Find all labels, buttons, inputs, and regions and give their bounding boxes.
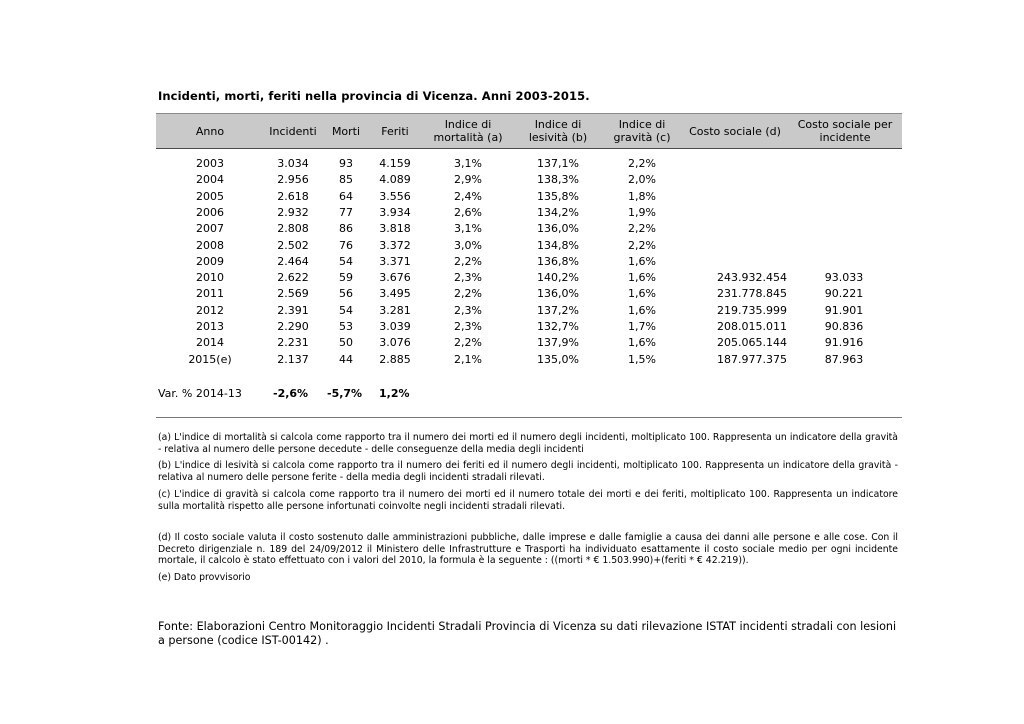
cell-incidenti: 2.622: [277, 271, 309, 285]
cell-gravita: 1,6%: [628, 287, 656, 301]
cell-lesivita: 135,8%: [537, 189, 579, 203]
cell-anno: 2005: [196, 189, 224, 203]
header-mortalita: Indice di mortalità (a): [433, 118, 503, 144]
cell-costo-sociale: 231.778.845: [717, 287, 787, 301]
cell-lesivita: 136,0%: [537, 222, 579, 236]
cell-gravita: 1,9%: [628, 205, 656, 219]
cell-mortalita: 3,1%: [454, 222, 482, 236]
cell-costo-per-incidente: [810, 172, 878, 188]
note-a: (a) L'indice di mortalità si calcola come rapporto tra il numero dei morti ed il numero degli incidenti, moltiplicato 100. Rappresenta un indicatore della gravità - relativa al numero delle persone decedute - delle conseguenze della media degli incidenti: [158, 432, 898, 455]
cell-anno: 2008: [196, 238, 224, 252]
header-incidenti: Incidenti: [269, 124, 317, 138]
cell-lesivita: 132,7%: [537, 320, 579, 333]
cell-morti: 54: [339, 303, 353, 317]
cell-morti: 56: [339, 287, 353, 301]
cell-mortalita: 2,2%: [454, 287, 482, 301]
note-d: (d) Il costo sociale valuta il costo sostenuto dalle amministrazioni pubbliche, dalle imprese e dalle famiglie a causa dei danni alle persone e alle cose. Con il Decreto dirigenziale n. 189 del 24/09/2012 il Ministero delle Infrastrutture e Trasporti ha individuato esattamente il costo sociale medio per ogni incidente mortale, il calcolo è stato effettuato con i valori del 2010, la formula è la seguente : ((morti * € 1.503.990)+(feriti * € 42.219)).: [158, 532, 898, 566]
cell-mortalita: 2,2%: [454, 336, 482, 350]
cell-incidenti: 2.231: [277, 336, 309, 350]
cell-feriti: 4.159: [379, 157, 411, 170]
source-text: Fonte: Elaborazioni Centro Monitoraggio Incidenti Stradali Provincia di Vicenza su dati rilevazione ISTAT incidenti stradali con lesioni a persone (codice IST-00142) .: [158, 620, 897, 647]
cell-anno: 2009: [196, 254, 224, 268]
cell-incidenti: 2.464: [277, 254, 309, 268]
cell-feriti: 3.371: [379, 254, 411, 268]
cell-mortalita: 2,3%: [454, 320, 482, 333]
cell-lesivita: 135,0%: [537, 352, 579, 366]
variation-feriti: 1,2%: [379, 387, 410, 400]
cell-incidenti: 2.502: [277, 238, 309, 252]
header-costo-per-incidente: Costo sociale per incidente: [797, 118, 893, 144]
cell-gravita: 2,2%: [628, 238, 656, 252]
cell-gravita: 2,2%: [628, 157, 656, 170]
cell-lesivita: 137,2%: [537, 303, 579, 317]
cell-mortalita: 3,1%: [454, 157, 482, 170]
cell-feriti: 3.372: [379, 238, 411, 252]
cell-mortalita: 2,9%: [454, 173, 482, 187]
cell-anno: 2010: [196, 271, 224, 285]
cell-lesivita: 137,1%: [537, 157, 579, 170]
cell-gravita: 1,6%: [628, 303, 656, 317]
cell-anno: 2011: [196, 287, 224, 301]
cell-morti: 76: [339, 238, 353, 252]
cell-costo-per-incidente: [810, 254, 878, 270]
variation-incidenti: -2,6%: [273, 387, 309, 400]
cell-costo-per-incidente: 91.916: [824, 336, 864, 350]
cell-feriti: 2.885: [379, 352, 411, 366]
cell-incidenti: 2.618: [277, 189, 309, 203]
note-e: (e) Dato provvisorio: [158, 572, 251, 583]
cell-costo-per-incidente: [810, 205, 878, 221]
cell-anno: 2004: [196, 173, 224, 187]
cell-costo-per-incidente: 90.221: [824, 287, 864, 301]
cell-mortalita: 3,0%: [454, 238, 482, 252]
cell-costo-per-incidente: 87.963: [824, 352, 864, 366]
cell-lesivita: 134,2%: [537, 205, 579, 219]
cell-mortalita: 2,3%: [454, 303, 482, 317]
cell-lesivita: 134,8%: [537, 238, 579, 252]
table-title: Incidenti, morti, feriti nella provincia di Vicenza. Anni 2003-2015.: [158, 89, 590, 103]
cell-anno: 2015(e): [188, 352, 232, 366]
cell-feriti: 4.089: [379, 173, 411, 187]
header-gravita: Indice di gravità (c): [613, 118, 671, 144]
header-feriti: Feriti: [381, 124, 409, 138]
cell-incidenti: 2.137: [277, 352, 309, 366]
cell-incidenti: 2.290: [277, 320, 309, 333]
cell-anno: 2013: [196, 320, 224, 333]
cell-costo-sociale: 219.735.999: [717, 303, 787, 317]
cell-costo-sociale: [700, 254, 804, 270]
cell-feriti: 3.556: [379, 189, 411, 203]
cell-incidenti: 2.808: [277, 222, 309, 236]
cell-costo-sociale: [700, 172, 804, 188]
header-costo-sociale: Costo sociale (d): [689, 124, 781, 138]
cell-lesivita: 137,9%: [537, 336, 579, 350]
cell-anno: 2007: [196, 222, 224, 236]
cell-morti: 77: [339, 205, 353, 219]
cell-costo-sociale: [700, 189, 804, 205]
cell-lesivita: 136,0%: [537, 287, 579, 301]
note-b: (b) L'indice di lesività si calcola come rapporto tra il numero dei feriti ed il numero degli incidenti, moltiplicato 100. Rappresenta un indicatore della gravità - relativa al numero delle persone ferite - della media degli incidenti stradali rilevati.: [158, 460, 898, 483]
cell-morti: 50: [339, 336, 353, 350]
cell-morti: 59: [339, 271, 353, 285]
cell-gravita: 1,8%: [628, 189, 656, 203]
cell-morti: 64: [339, 189, 353, 203]
cell-incidenti: 2.391: [277, 303, 309, 317]
header-lesivita: Indice di lesività (b): [528, 118, 588, 144]
cell-gravita: 1,6%: [628, 254, 656, 268]
cell-lesivita: 140,2%: [537, 271, 579, 285]
cell-anno: 2012: [196, 303, 224, 317]
cell-morti: 86: [339, 222, 353, 236]
cell-costo-per-incidente: [810, 238, 878, 254]
cell-anno: 2003: [196, 157, 224, 170]
cell-costo-sociale: [700, 156, 804, 172]
cell-morti: 93: [339, 157, 353, 170]
cell-morti: 54: [339, 254, 353, 268]
cell-costo-sociale: 205.065.144: [717, 336, 787, 350]
cell-anno: 2014: [196, 336, 224, 350]
cell-incidenti: 3.034: [277, 157, 309, 170]
divider: [156, 417, 902, 418]
cell-gravita: 1,6%: [628, 336, 656, 350]
cell-incidenti: 2.956: [277, 173, 309, 187]
cell-gravita: 1,5%: [628, 352, 656, 366]
cell-costo-per-incidente: [810, 189, 878, 205]
cell-costo-sociale: [700, 238, 804, 254]
cell-costo-sociale: [700, 221, 804, 237]
cell-feriti: 3.281: [379, 303, 411, 317]
cell-morti: 44: [339, 352, 353, 366]
cell-gravita: 1,6%: [628, 271, 656, 285]
cell-mortalita: 2,2%: [454, 254, 482, 268]
cell-feriti: 3.039: [379, 320, 411, 333]
cell-mortalita: 2,6%: [454, 205, 482, 219]
cell-costo-per-incidente: 93.033: [824, 271, 864, 285]
cell-feriti: 3.676: [379, 271, 411, 285]
cell-feriti: 3.495: [379, 287, 411, 301]
cell-costo-sociale: [700, 205, 804, 221]
variation-label: Var. % 2014-13: [158, 387, 242, 400]
note-c: (c) L'indice di gravità si calcola come rapporto tra il numero dei morti ed il numero totale dei morti e dei feriti, moltiplicato 100. Rappresenta un indicatore sulla mortalità rispetto alle persone infortunati coinvolte negli incidenti stradali rilevati.: [158, 489, 898, 512]
cell-lesivita: 138,3%: [537, 173, 579, 187]
cell-incidenti: 2.569: [277, 287, 309, 301]
cell-gravita: 2,0%: [628, 173, 656, 187]
cell-gravita: 1,7%: [628, 320, 656, 333]
cell-feriti: 3.076: [379, 336, 411, 350]
cell-lesivita: 136,8%: [537, 254, 579, 268]
cell-mortalita: 2,4%: [454, 189, 482, 203]
variation-morti: -5,7%: [327, 387, 363, 400]
cell-costo-sociale: 187.977.375: [717, 352, 787, 366]
cell-costo-sociale: 243.932.454: [717, 271, 787, 285]
cell-costo-per-incidente: [810, 156, 878, 172]
header-anno: Anno: [195, 124, 225, 138]
cell-feriti: 3.934: [379, 205, 411, 219]
cell-feriti: 3.818: [379, 222, 411, 236]
cell-gravita: 2,2%: [628, 222, 656, 236]
table-header: [156, 113, 902, 149]
cell-costo-per-incidente: 91.901: [824, 303, 864, 317]
cell-morti: 85: [339, 173, 353, 187]
cell-costo-sociale: 208.015.011: [717, 320, 787, 333]
cell-mortalita: 2,1%: [454, 352, 482, 366]
cell-costo-per-incidente: 90.836: [824, 320, 864, 333]
cell-morti: 53: [339, 320, 353, 333]
header-morti: Morti: [331, 124, 361, 138]
cell-mortalita: 2,3%: [454, 271, 482, 285]
cell-costo-per-incidente: [810, 221, 878, 237]
cell-anno: 2006: [196, 205, 224, 219]
cell-incidenti: 2.932: [277, 205, 309, 219]
